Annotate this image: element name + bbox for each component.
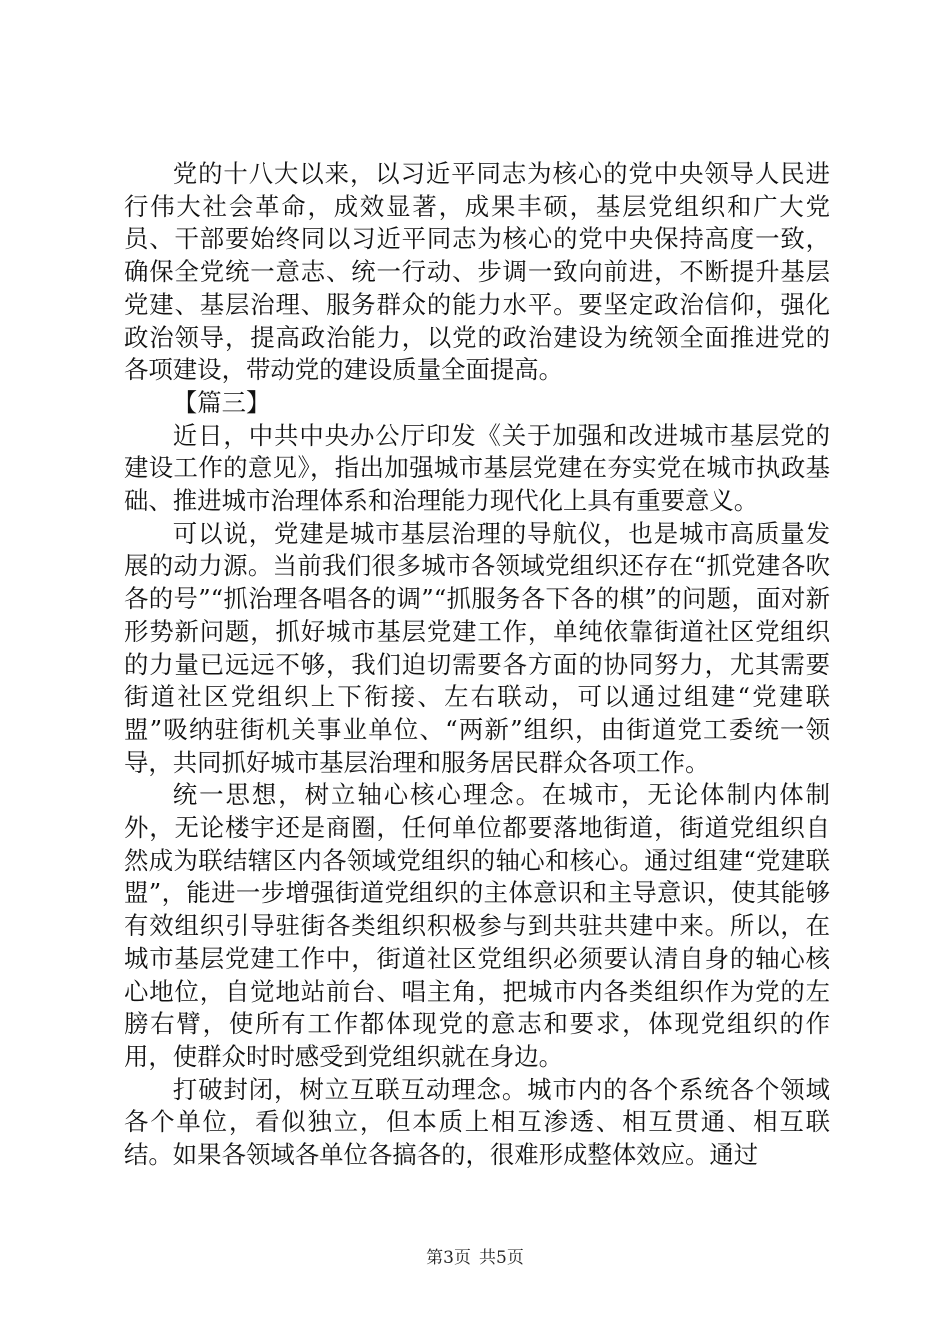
paragraph-break-closure: 打破封闭，树立互联互动理念。城市内的各个系统各个领域各个单位，看似独立，但本质上相互渗透、相互贯通、相互联结。如果各领域各单位各搞各的，很难形成整体效应。通过 — [124, 1074, 830, 1170]
paragraph-unify-thought: 统一思想，树立轴心核心理念。在城市，无论体制内体制外，无论楼宇还是商圈，任何单位都要落地街道，街道党组织自然成为联结辖区内各领域党组织的轴心和核心。通过组建“党建联盟”，能进一步增强街道党组织的主体意识和主导意识，使其能够有效组织引导驻街各类组织积极参与到共驻共建中来。所以，在城市基层党建工作中，街道社区党组织必须要认清自身的轴心核心地位，自觉地站前台、唱主角，把城市内各类组织作为党的左膀右臂，使所有工作都体现党的意志和要求，体现党组织的作用，使群众时时感受到党组织就在身边。 — [124, 780, 830, 1071]
section-heading: 【篇三】 — [172, 387, 271, 417]
page-number-current: 第3页 — [426, 1248, 471, 1268]
document-body — [124, 158, 830, 1172]
page-footer — [0, 1246, 950, 1270]
page-number-total: 共5页 — [479, 1248, 524, 1268]
paragraph-navigator: 可以说，党建是城市基层治理的导航仪，也是城市高质量发展的动力源。当前我们很多城市各领域党组织还存在“抓党建各吹各的号”“抓治理各唱各的调”“抓服务各下各的棋”的问题，面对新形势新问题，抓好城市基层党建工作，单纯依靠街道社区党组织的力量已远远不够，我们迫切需要各方面的协同努力，尤其需要街道社区党组织上下衔接、左右联动，可以通过组建“党建联盟”吸纳驻街机关事业单位、“两新”组织，由街道党工委统一领导，共同抓好城市基层治理和服务居民群众各项工作。 — [124, 518, 830, 777]
paragraph-intro: 党的十八大以来，以习近平同志为核心的党中央领导人民进行伟大社会革命，成效显著，成果丰硕，基层党组织和广大党员、干部要始终同以习近平同志为核心的党中央保持高度一致，确保全党统一意志、统一行动、步调一致向前进，不断提升基层党建、基层治理、服务群众的能力水平。要坚定政治信仰，强化政治领导，提高政治能力，以党的政治建设为统领全面推进党的各项建设，带动党的建设质量全面提高。 — [124, 159, 830, 385]
paragraph-news: 近日，中共中央办公厅印发《关于加强和改进城市基层党的建设工作的意见》，指出加强城市基层党建在夯实党在城市执政基础、推进城市治理体系和治理能力现代化上具有重要意义。 — [124, 420, 830, 516]
